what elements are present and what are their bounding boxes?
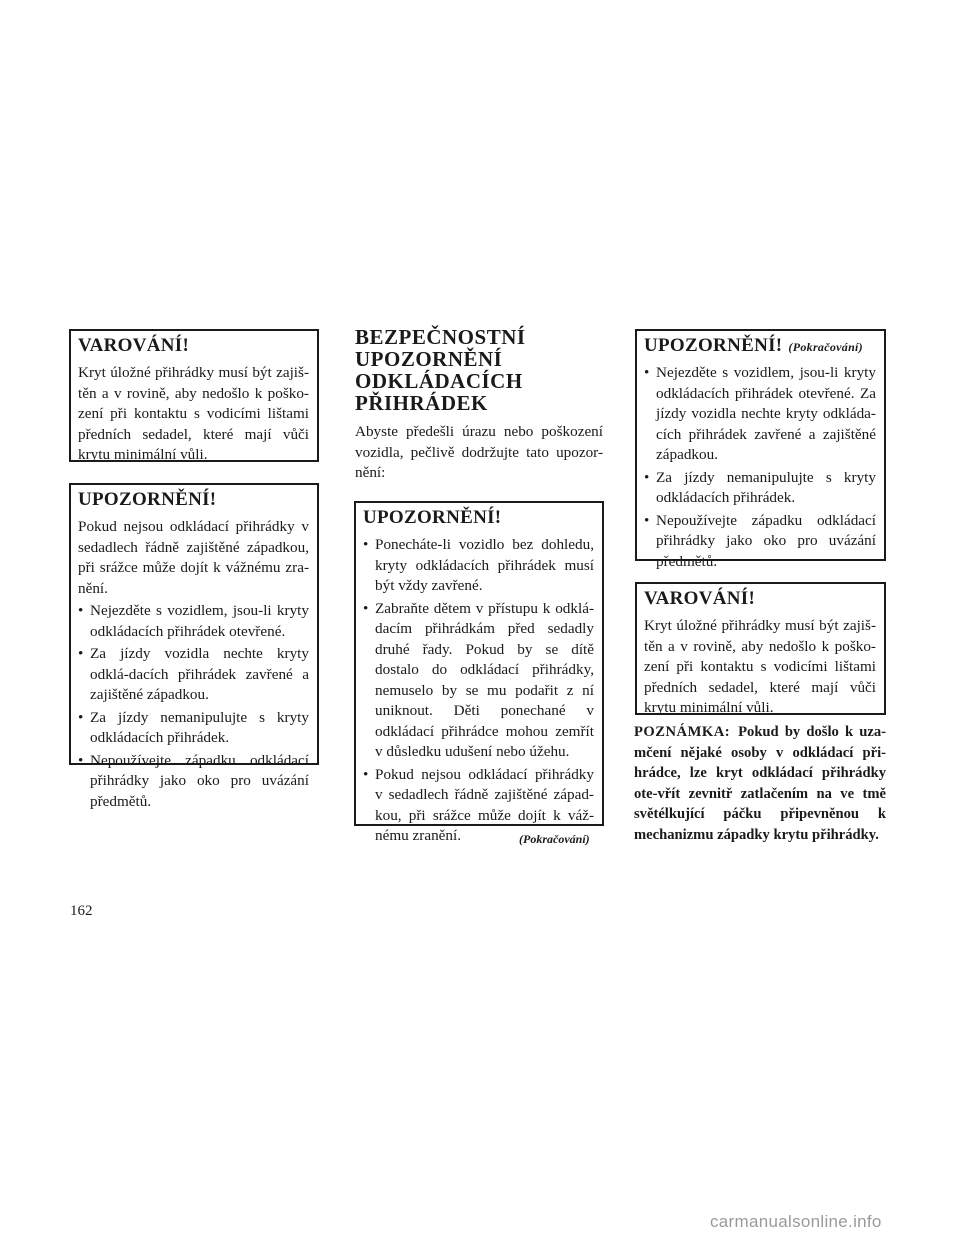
continued-label: (Pokračování) — [788, 340, 863, 354]
bullet-item: • Za jízdy vozidla nechte kryty odklá-dacích přihrádek zavřené a zajištěné západkou. — [78, 644, 309, 706]
note-label: POZNÁMKA: — [634, 724, 731, 740]
warning-text: Kryt úložné přihrádky musí být zajiš-těn a v rovině, aby nedošlo k poško-zení při kontaktu s vodicími lištami předních sedadel, které mají vůči krytu minimální vůli. — [644, 617, 876, 716]
warning-text: Kryt úložné přihrádky musí být zajiš-těn a v rovině, aby nedošlo k poško-zení při kontaktu s vodicími lištami předních sedadel, které mají vůči krytu minimální vůli. — [78, 364, 309, 463]
bullet-item: • Ponecháte-li vozidlo bez dohledu, kryty odkládacích přihrádek musí být vždy zavřené. — [363, 535, 594, 597]
bullet-item: • Pokud nejsou odkládací přihrádky v sedadlech řádně zajištěné západ-kou, při srážce může dojít k váž-nému zranění. — [363, 765, 594, 847]
section-title-line: PŘIHRÁDEK — [355, 391, 488, 415]
page-number: 162 — [70, 903, 93, 919]
warning-box-right — [635, 582, 886, 715]
bullet-item: • Nepoužívejte západku odkládací přihrádky jako oko pro uvázání předmětů. — [644, 511, 876, 573]
caution-title-text: UPOZORNĚNÍ! — [644, 335, 783, 356]
caution-box-right — [635, 329, 886, 570]
bullet-item: • Za jízdy nemanipulujte s kryty odkládacích přihrádek. — [644, 468, 876, 509]
caution-title: UPOZORNĚNÍ! — [78, 489, 217, 510]
warning-title: VAROVÁNÍ! — [78, 335, 190, 356]
warning-title: VAROVÁNÍ! — [644, 588, 756, 609]
footer-watermark[interactable]: carmanualsonline.info — [710, 1212, 882, 1231]
caution-bullet-list — [78, 601, 309, 812]
caution-bullet-list — [363, 535, 594, 847]
caution-box-left — [69, 483, 319, 810]
note-text: Pokud by došlo k uza-mčení nějaké osoby v odkládací při-hrádce, lze kryt odkládací přihrádky ote-vřít zevnitř zatlačením na ve tmě světélkující páčku připevněnou k mechanizmu západky krytu přihrádky. — [634, 724, 886, 843]
bullet-item: • Za jízdy nemanipulujte s kryty odkládacích přihrádek. — [78, 708, 309, 749]
section-title — [355, 326, 605, 414]
section-title-line: ODKLÁDACÍCH — [355, 369, 523, 393]
section-title-line: BEZPEČNOSTNÍ — [355, 325, 526, 349]
bullet-item: • Zabraňte dětem v přístupu k odklá-dacím přihrádkám před sedadly druhé řady. Pokud by se dítě dostalo do odkládací přihrádky, nemuselo by se mu podařit z ní uniknout. Děti ponechané v odkládací přihrádce mohou zemřít v důsledku udušení nebo úžehu. — [363, 599, 594, 763]
caution-title — [644, 335, 876, 357]
continued-note: (Pokračování) — [519, 832, 590, 846]
section-title-line: UPOZORNĚNÍ — [355, 347, 503, 371]
note-paragraph — [634, 722, 886, 845]
bullet-item: • Nepoužívejte západku odkládací přihrádky jako oko pro uvázání předmětů. — [78, 751, 309, 813]
bullet-item: • Nejezděte s vozidlem, jsou-li kryty odkládacích přihrádek otevřené. Za jízdy vozidla nechte kryty odkláda-cích přihrádek zavřené a zajištěné západkou. — [644, 363, 876, 466]
caution-title: UPOZORNĚNÍ! — [363, 507, 502, 528]
intro-paragraph: Abyste předešli úrazu nebo poškození vozidla, pečlivě dodržujte tato upozor-nění: — [355, 423, 603, 481]
warning-box-left — [69, 329, 319, 462]
bullet-item: • Nejezděte s vozidlem, jsou-li kryty odkládacích přihrádek otevřené. — [78, 601, 309, 642]
caution-bullet-list — [644, 363, 876, 572]
caution-text: Pokud nejsou odkládací přihrádky v sedadlech řádně zajištěné západkou, při srážce může dojít k vážnému zra-nění. — [78, 518, 309, 597]
